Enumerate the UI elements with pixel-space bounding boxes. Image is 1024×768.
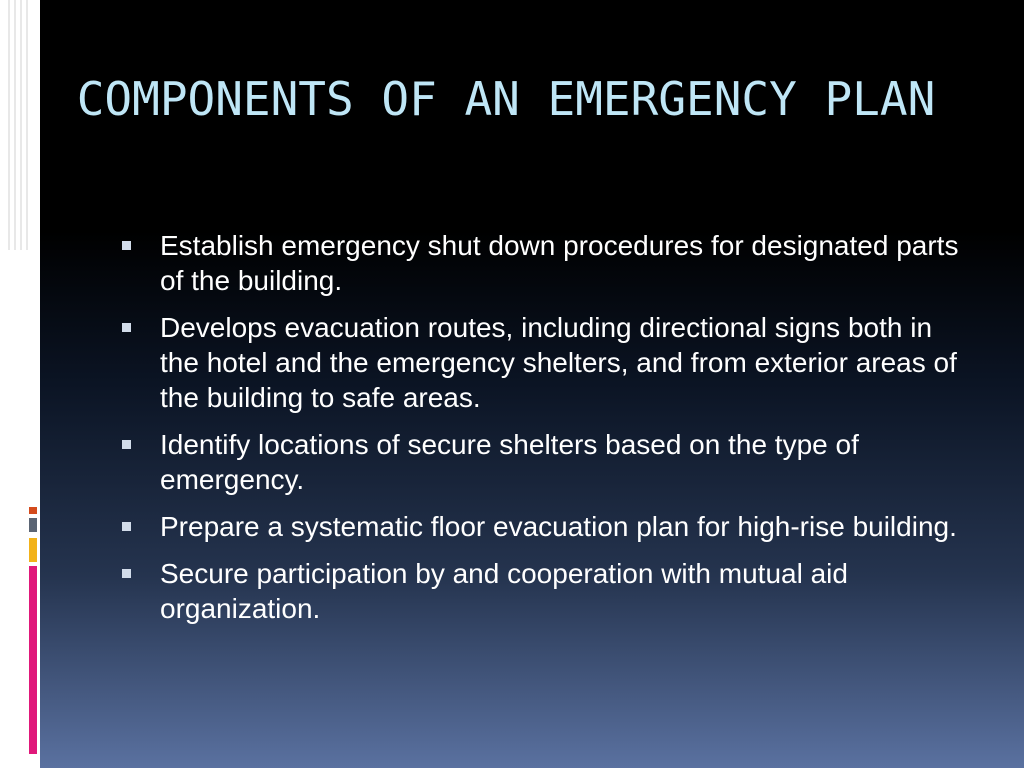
square-bullet-icon xyxy=(122,569,131,578)
accent-bar-gray xyxy=(29,518,37,532)
slide-title: COMPONENTS OF AN EMERGENCY PLAN xyxy=(76,72,936,126)
left-margin-strip xyxy=(0,0,40,768)
decorative-line xyxy=(20,0,22,250)
list-item xyxy=(120,509,970,544)
bullet-text: Identify locations of secure shelters based on the type of emergency. xyxy=(160,429,859,495)
decorative-line xyxy=(26,0,28,250)
square-bullet-icon xyxy=(122,522,131,531)
list-item xyxy=(120,556,970,626)
square-bullet-icon xyxy=(122,440,131,449)
bullet-text: Prepare a systematic floor evacuation plan for high-rise building. xyxy=(160,511,957,542)
decorative-vertical-lines xyxy=(8,0,32,250)
accent-bar-red xyxy=(29,507,37,514)
square-bullet-icon xyxy=(122,323,131,332)
bullet-text: Establish emergency shut down procedures for designated parts of the building. xyxy=(160,230,959,296)
bullet-text: Secure participation by and cooperation with mutual aid organization. xyxy=(160,558,848,624)
list-item xyxy=(120,427,970,497)
decorative-line xyxy=(14,0,16,250)
bullet-list xyxy=(120,228,970,638)
list-item xyxy=(120,310,970,415)
bullet-text: Develops evacuation routes, including directional signs both in the hotel and the emergency shelters, and from exterior areas of the building to safe areas. xyxy=(160,312,957,413)
decorative-line xyxy=(8,0,10,250)
accent-bar-yellow xyxy=(29,538,37,562)
square-bullet-icon xyxy=(122,241,131,250)
accent-bar-pink xyxy=(29,566,37,754)
list-item xyxy=(120,228,970,298)
